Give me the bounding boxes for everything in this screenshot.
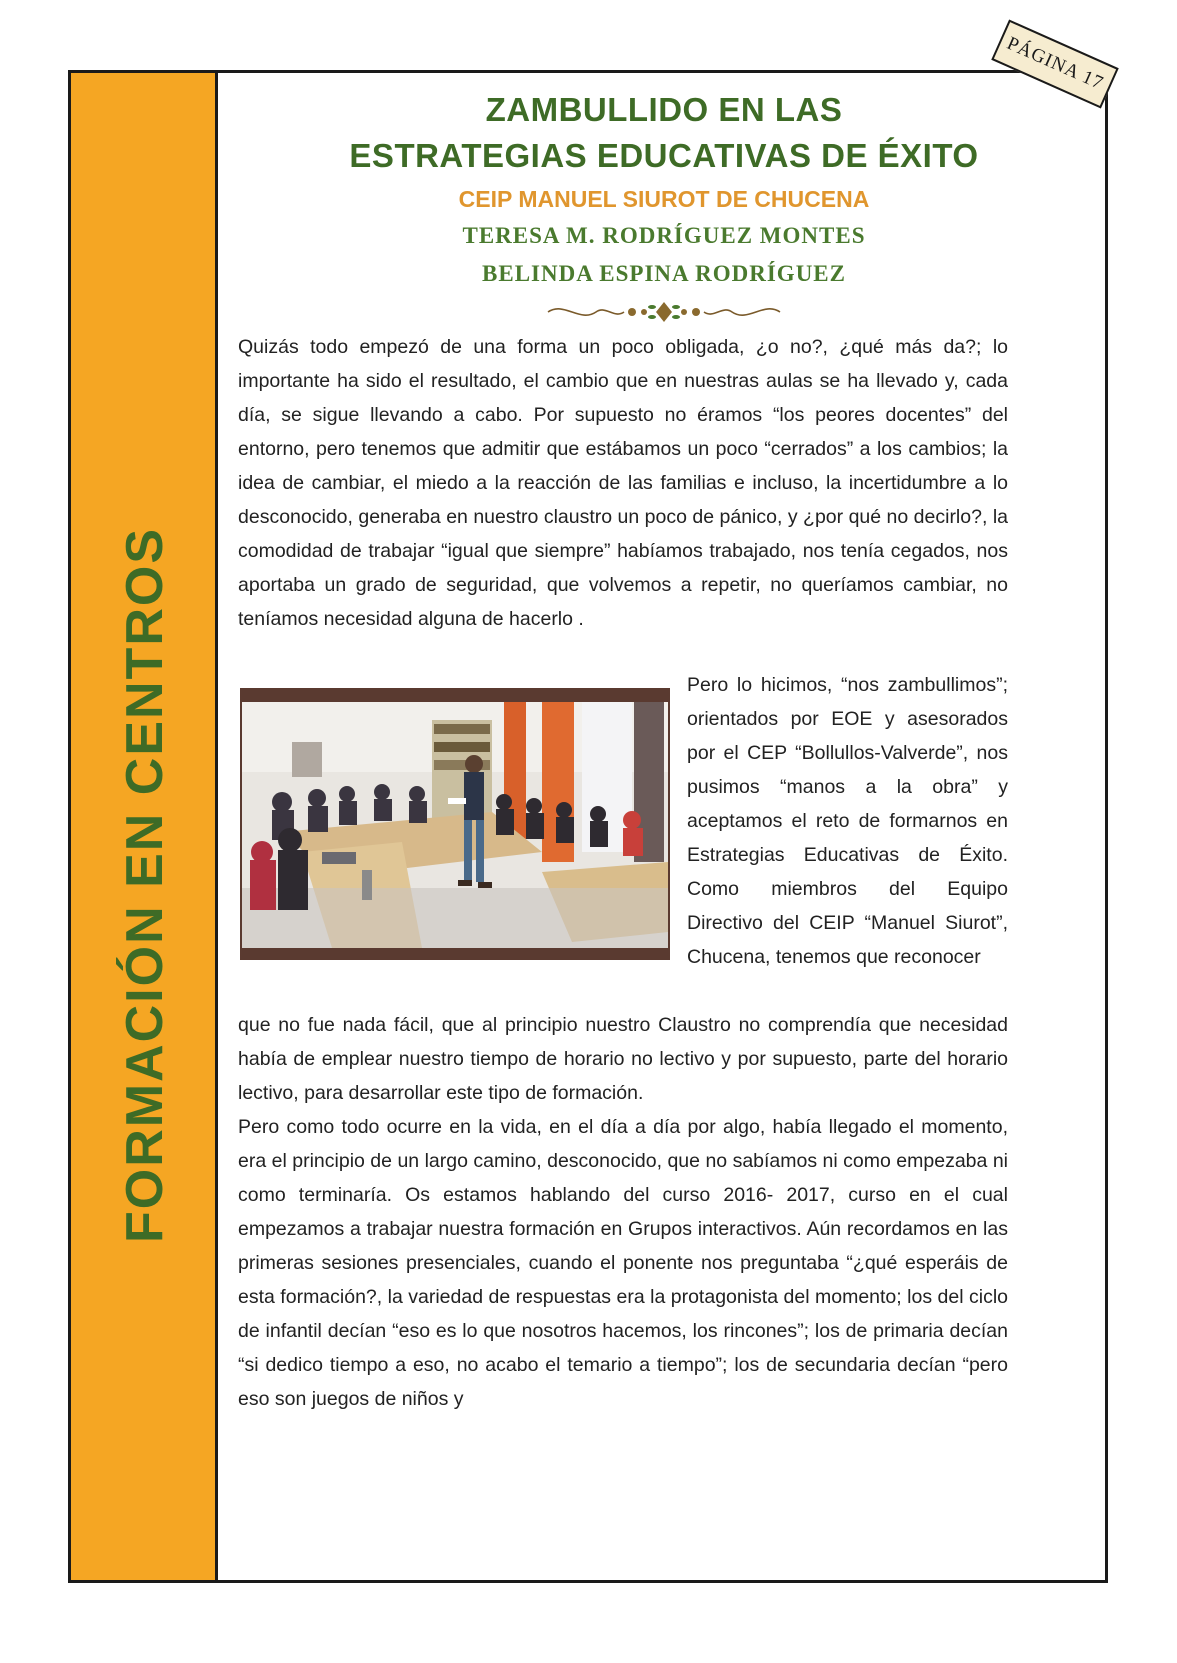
page-number-tag: PÁGINA 17 [991, 19, 1119, 108]
school-name: CEIP MANUEL SIUROT DE CHUCENA [458, 186, 870, 212]
article-title-line1: ZAMBULLIDO EN LAS [485, 91, 843, 128]
body-paragraph-2-side: Pero lo hicimos, “nos zambullimos”; orientados por EOE y asesorados por el CEP “Bollullos-Valverde”, nos pusimos “manos a la obra” y aceptamos el reto de formarnos en Estrategias Educativas de Éxito. Como miembros del Equipo Directivo del CEIP “Manuel Siurot”, Chucena, tenemos que reconocer [687, 674, 1008, 968]
article-header [221, 87, 1107, 325]
body-paragraph-3: Pero como todo ocurre en la vida, en el día a día por algo, había llegado el momento, era el principio de un largo camino, desconocido, que no sabíamos ni como empezaba ni como terminaría. Os estamos hablando del curso 2016- 2017, curso en el cual empezamos a trabajar nuestra formación en Grupos interactivos. Aún recordamos en las primeras sesiones presenciales, cuando el ponente nos preguntaba “¿qué esperáis de esta formación?, la variedad de respuestas era la protagonista del momento; los del ciclo de infantil decían “eso es lo que nosotros hacemos, los rincones”; los de primaria decían “si dedico tiempo a eso, no acabo el temario a tiempo”; los de secundaria decían “pero eso son juegos de niños y [238, 1116, 1008, 1410]
body-paragraph-2-continued: que no fue nada fácil, que al principio nuestro Claustro no comprendía que necesidad había de emplear nuestro tiempo de horario no lectivo y por supuesto, parte del horario lectivo, para desarrollar este tipo de formación. [238, 1014, 1008, 1104]
author-name-2: BELINDA ESPINA RODRÍGUEZ [482, 261, 846, 286]
article-title-line2: ESTRATEGIAS EDUCATIVAS DE ÉXITO [349, 137, 979, 174]
author-name-1: TERESA M. RODRÍGUEZ MONTES [462, 223, 866, 248]
body-paragraph-1: Quizás todo empezó de una forma un poco obligada, ¿o no?, ¿qué más da?; lo importante ha sido el resultado, el cambio que en nuestras aulas se ha llevado y, cada día, se sigue llevando a cabo. Por supuesto no éramos “los peores docentes” del entorno, pero tenemos que admitir que estábamos un poco “cerrados” a los cambios; la idea de cambiar, el miedo a la reacción de las familias e incluso, la incertidumbre a lo desconocido, generaba en nuestro claustro un poco de pánico, y ¿por qué no decirlo?, la comodidad de trabajar “igual que siempre” habíamos trabajado, nos tenía cegados, nos aportaba un grado de seguridad, que volvemos a repetir, no queríamos cambiar, no teníamos necesidad alguna de hacerlo . [238, 336, 1008, 630]
sidebar-band [71, 73, 218, 1580]
classroom-photo [240, 688, 670, 960]
classroom-photo-image [242, 702, 668, 948]
ornament-divider-icon [544, 299, 784, 325]
sidebar-title: FORMACIÓN EN CENTROS [116, 527, 174, 1243]
